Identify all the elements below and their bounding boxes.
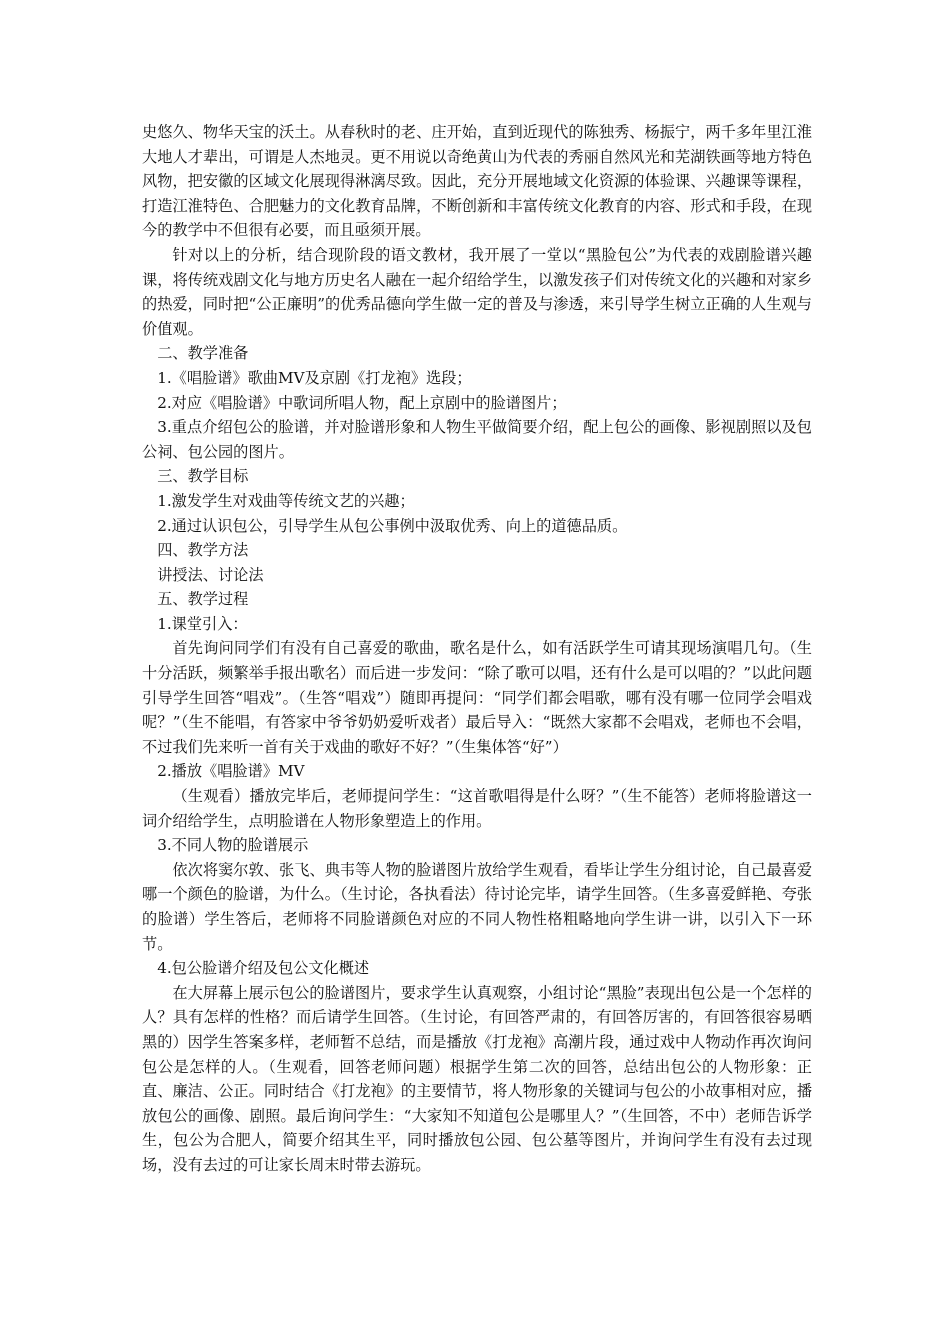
paragraph-baogong: 在大屏幕上展示包公的脸谱图片，要求学生认真观察，小组讨论“黑脸”表现出包公是一个怎样的人？具有怎样的性格？而后请学生回答。（生讨论，有回答严肃的，有回答厉害的，有回答很容易晒黑的）因学生答案多样，老师暂不总结，而是播放《打龙袍》高潮片段，通过戏中人物动作再次询问包公是怎样的人。（生观看，回答老师问题）根据学生第二次的回答，总结出包公的人物形象：正直、廉洁、公正。同时结合《打龙袍》的主要情节，将人物形象的关键词与包公的小故事相对应，播放包公的画像、剧照。最后询问学生：“大家知不知道包公是哪里人？”（生回答，不中）老师告诉学生，包公为合肥人，简要介绍其生平，同时播放包公园、包公墓等图片，并询问学生有没有去过现场，没有去过的可让家长周末时带去游玩。 [142,983,812,1174]
subheading-play-mv: 2.播放《唱脸谱》MV [157,762,305,781]
paragraph-play-mv: （生观看）播放完毕后，老师提问学生：“这首歌唱得是什么呀？”（生不能答）老师将脸谱这一词介绍给学生，点明脸谱在人物形象塑造上的作用。 [142,787,812,830]
list-item-preparation-1: 1.《唱脸谱》歌曲MV及京剧《打龙袍》选段； [157,368,472,387]
list-item-goal-1: 1.激发学生对戏曲等传统文艺的兴趣； [157,491,415,510]
list-item-goal-2: 2.通过认识包公，引导学生从包公事例中汲取优秀、向上的道德品质。 [157,516,628,535]
section-heading-methods: 四、教学方法 [157,541,249,560]
paragraph-intro-step: 首先询问同学们有没有自己喜爱的歌曲，歌名是什么，如有活跃学生可请其现场演唱几句。（生十分活跃，频繁举手报出歌名）而后进一步发问：“除了歌可以唱，还有什么是可以唱的？”以此问题引导学生回答“唱戏”。（生答“唱戏”）随即再提问：“同学们都会唱歌，哪有没有哪一位同学会唱戏呢？”（生不能唱，有答家中爷爷奶奶爱听戏者）最后导入：“既然大家都不会唱戏，老师也不会唱，不过我们先来听一首有关于戏曲的歌好不好？”（生集体答“好”） [142,639,812,756]
subheading-baogong: 4.包公脸谱介绍及包公文化概述 [157,959,370,978]
subheading-masks-display: 3.不同人物的脸谱展示 [157,836,309,855]
section-heading-preparation: 二、教学准备 [157,344,249,363]
list-item-preparation-2: 2.对应《唱脸谱》中歌词所唱人物，配上京剧中的脸谱图片； [157,393,567,412]
methods-text: 讲授法、讨论法 [157,565,264,584]
paragraph-intro-continued: 史悠久、物华天宝的沃土。从春秋时的老、庄开始，直到近现代的陈独秀、杨振宁，两千多年里江淮大地人才辈出，可谓是人杰地灵。更不用说以奇绝黄山为代表的秀丽自然风光和芜湖铁画等地方特色风物，把安徽的区域文化展现得淋漓尽致。因此，充分开展地域文化资源的体验课、兴趣课等课程，打造江淮特色、合肥魅力的文化教育品牌，不断创新和丰富传统文化教育的内容、形式和手段，在现今的教学中不但很有必要，而且亟须开展。 [142,123,812,240]
section-heading-process: 五、教学过程 [157,590,249,609]
paragraph-analysis: 针对以上的分析，结合现阶段的语文教材，我开展了一堂以“黑脸包公”为代表的戏剧脸谱兴趣课，将传统戏剧文化与地方历史名人融在一起介绍给学生，以激发孩子们对传统文化的兴趣和对家乡的热爱，同时把“公正廉明”的优秀品德向学生做一定的普及与渗透，来引导学生树立正确的人生观与价值观。 [142,245,812,338]
list-item-preparation-3: 3.重点介绍包公的脸谱，并对脸谱形象和人物生平做简要介绍，配上包公的画像、影视剧照以及包公祠、包公园的图片。 [142,418,812,461]
subheading-intro: 1.课堂引入： [157,614,248,633]
section-heading-goals: 三、教学目标 [157,467,249,486]
paragraph-masks-display: 依次将窦尔敦、张飞、典韦等人物的脸谱图片放给学生观看，看毕让学生分组讨论，自己最喜爱哪一个颜色的脸谱，为什么。（生讨论，各执看法）待讨论完毕，请学生回答。（生多喜爱鲜艳、夸张的脸谱）学生答后，老师将不同脸谱颜色对应的不同人物性格粗略地向学生讲一讲，以引入下一环节。 [142,860,812,953]
document-page [142,120,812,1178]
